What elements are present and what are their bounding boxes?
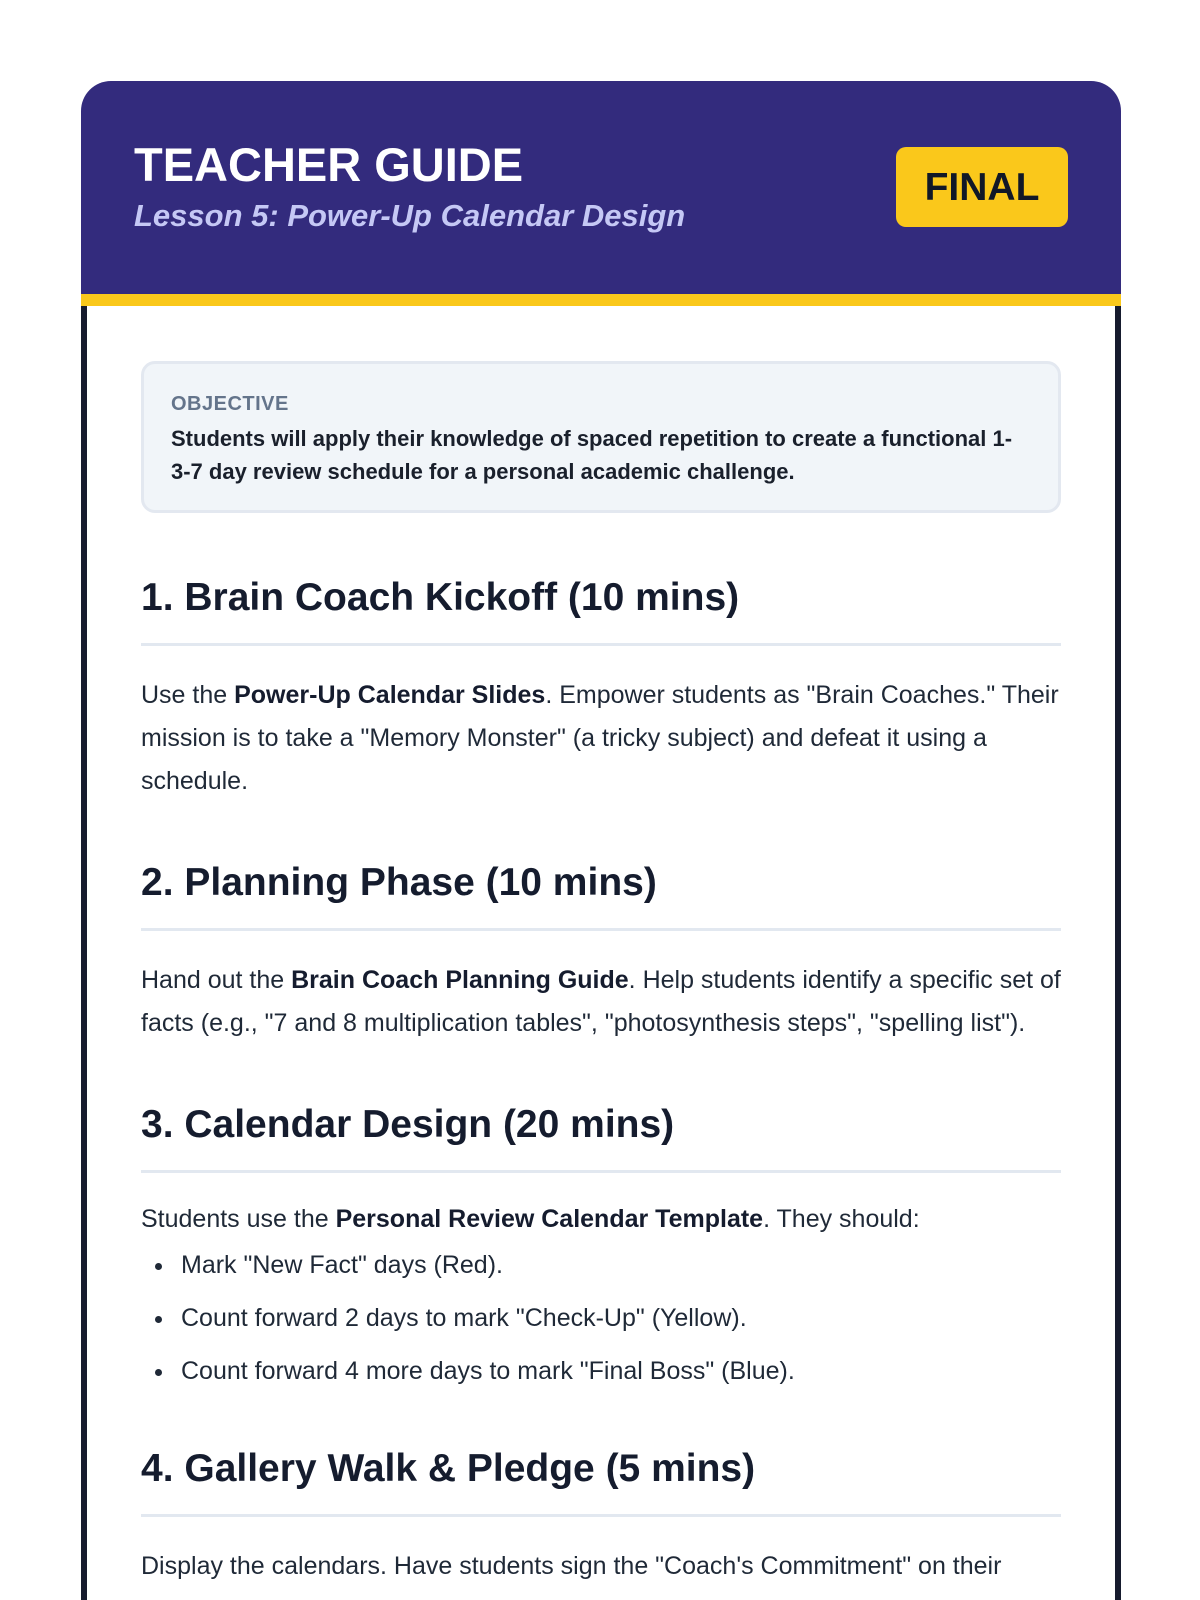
body-text: . Empower students as "Brain Coaches." Their mission is to take a "Memory Monster" (a tricky subject) and defeat it using a schedule. [141,681,1059,795]
section-planning [141,860,1061,1045]
section-heading: 1. Brain Coach Kickoff (10 mins) [141,576,740,619]
list-item-text: Mark "New Fact" days (Red). [181,1251,503,1279]
list-item [141,1239,1061,1292]
section-divider [141,643,1061,646]
list-item [141,1345,1061,1398]
body-text: . They should: [763,1205,920,1233]
card-border-right [1115,306,1121,1600]
section-body [141,674,1061,803]
section-divider [141,928,1061,931]
section-kickoff [141,575,1061,803]
status-badge: FINAL [896,147,1068,227]
teacher-guide-card [81,81,1121,1600]
body-text: Use the [141,681,235,709]
objective-label: OBJECTIVE [171,393,289,415]
card-border-left [81,306,87,1600]
section-heading: 4. Gallery Walk & Pledge (5 mins) [141,1447,756,1490]
guide-header [81,81,1121,294]
body-text: . Help students identify a specific set of facts (e.g., "7 and 8 multiplication tables", "photosynthesis steps", "spelling list"). [141,966,1061,1037]
bullet-dot [155,1263,162,1270]
list-item [141,1292,1061,1345]
body-text: Students use the [141,1205,336,1233]
bullet-dot [155,1369,162,1376]
section-body [141,1545,1061,1588]
steps-list [141,1239,1061,1398]
objective-box [141,361,1061,513]
page-title: TEACHER GUIDE [134,138,524,191]
section-calendar-design [141,1102,1061,1398]
bullet-dot [155,1316,162,1323]
section-heading: 2. Planning Phase (10 mins) [141,861,657,904]
body-text: Display the calendars. Have students sign the "Coach's Commitment" on their [141,1552,1002,1580]
header-accent-stripe [81,294,1121,306]
resource-name: Brain Coach Planning Guide [291,966,629,994]
guide-content [141,361,1061,1588]
body-text: Hand out the [141,966,292,994]
resource-name: Power-Up Calendar Slides [234,681,546,709]
section-body [141,1199,1061,1239]
section-divider [141,1514,1061,1517]
list-item-text: Count forward 4 more days to mark "Final Boss" (Blue). [181,1357,795,1385]
section-heading: 3. Calendar Design (20 mins) [141,1103,675,1146]
section-divider [141,1170,1061,1173]
list-item-text: Count forward 2 days to mark "Check-Up" (Yellow). [181,1304,747,1332]
objective-text: Students will apply their knowledge of spaced repetition to create a functional 1-3-7 day review schedule for a personal academic challenge. [171,426,1013,484]
section-body [141,959,1061,1045]
section-gallery-walk [141,1446,1061,1588]
lesson-subtitle: Lesson 5: Power-Up Calendar Design [134,198,686,233]
resource-name: Personal Review Calendar Template [335,1205,764,1233]
